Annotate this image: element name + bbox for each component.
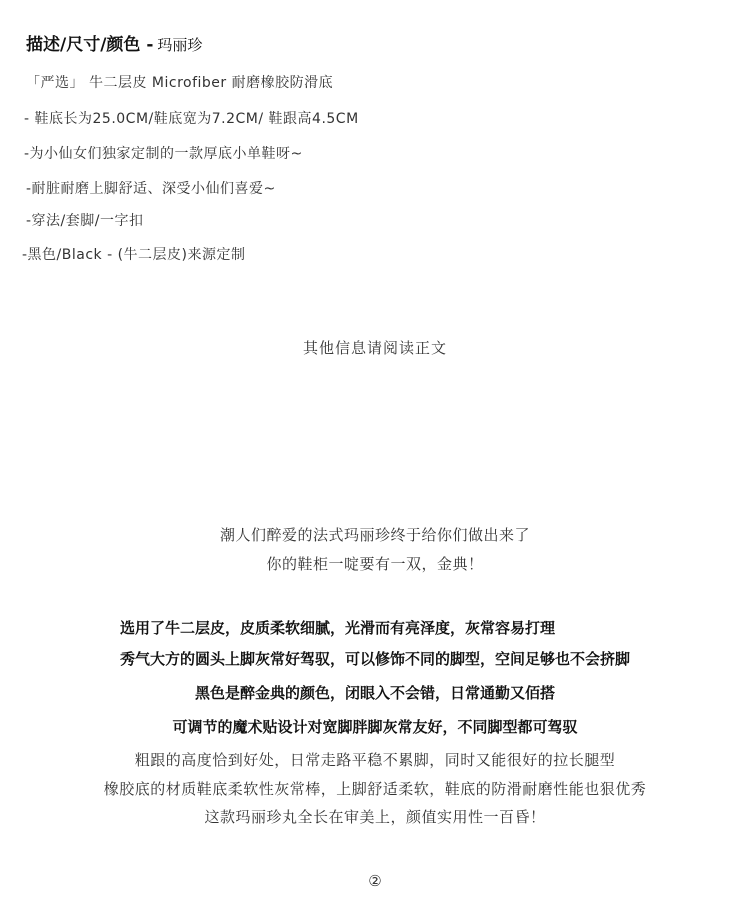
read-more-note: 其他信息请阅读正文: [302, 339, 447, 357]
spec-line-custom: -为小仙女们独家定制的一款厚底小单鞋呀~: [24, 146, 303, 162]
highlight-line-1: 选用了牛二层皮，皮质柔软细腻，光滑而有亮泽度，灰常容易打理: [120, 619, 556, 637]
spec-line-size: - 鞋底长为25.0CM/鞋底宽为7.2CM/ 鞋跟高4.5CM: [24, 111, 359, 127]
title-text: 描述/尺寸/颜色 -: [26, 35, 154, 55]
highlight-line-4: 可调节的魔术贴设计对宽脚胖脚灰常友好，不同脚型都可驾驭: [172, 718, 578, 736]
highlight-line-2: 秀气大方的圆头上脚灰常好驾驭，可以修饰不同的脚型，空间足够也不会挤脚: [119, 650, 630, 668]
spec-line-material: 「严选」 牛二层皮 Microfiber 耐磨橡胶防滑底: [26, 75, 334, 91]
detail-line-1: 粗跟的高度恰到好处，日常走路平稳不累脚，同时又能很好的拉长腿型: [134, 751, 616, 769]
brand-name: 玛丽珍: [157, 36, 203, 54]
detail-line-3: 这款玛丽珍丸全长在审美上，颜值实用性一百昏！: [204, 808, 546, 826]
page-number: ②: [368, 872, 382, 890]
spec-line-color: -黑色/Black - (牛二层皮)来源定制: [22, 247, 246, 263]
spec-line-comfort: -耐脏耐磨上脚舒适、深受小仙们喜爱~: [26, 181, 276, 197]
intro-line-2: 你的鞋柜一啶要有一双，金典！: [266, 555, 484, 573]
detail-line-2: 橡胶底的材质鞋底柔软性灰常棒，上脚舒适柔软，鞋底的防滑耐磨性能也狠优秀: [103, 780, 647, 798]
intro-line-1: 潮人们醉爱的法式玛丽珍终于给你们做出来了: [219, 526, 530, 544]
highlight-line-3: 黑色是醉金典的颜色，闭眼入不会错，日常通勤又佰搭: [194, 684, 555, 702]
page-title: [26, 30, 202, 55]
spec-line-wear: -穿法/套脚/一字扣: [26, 213, 144, 229]
